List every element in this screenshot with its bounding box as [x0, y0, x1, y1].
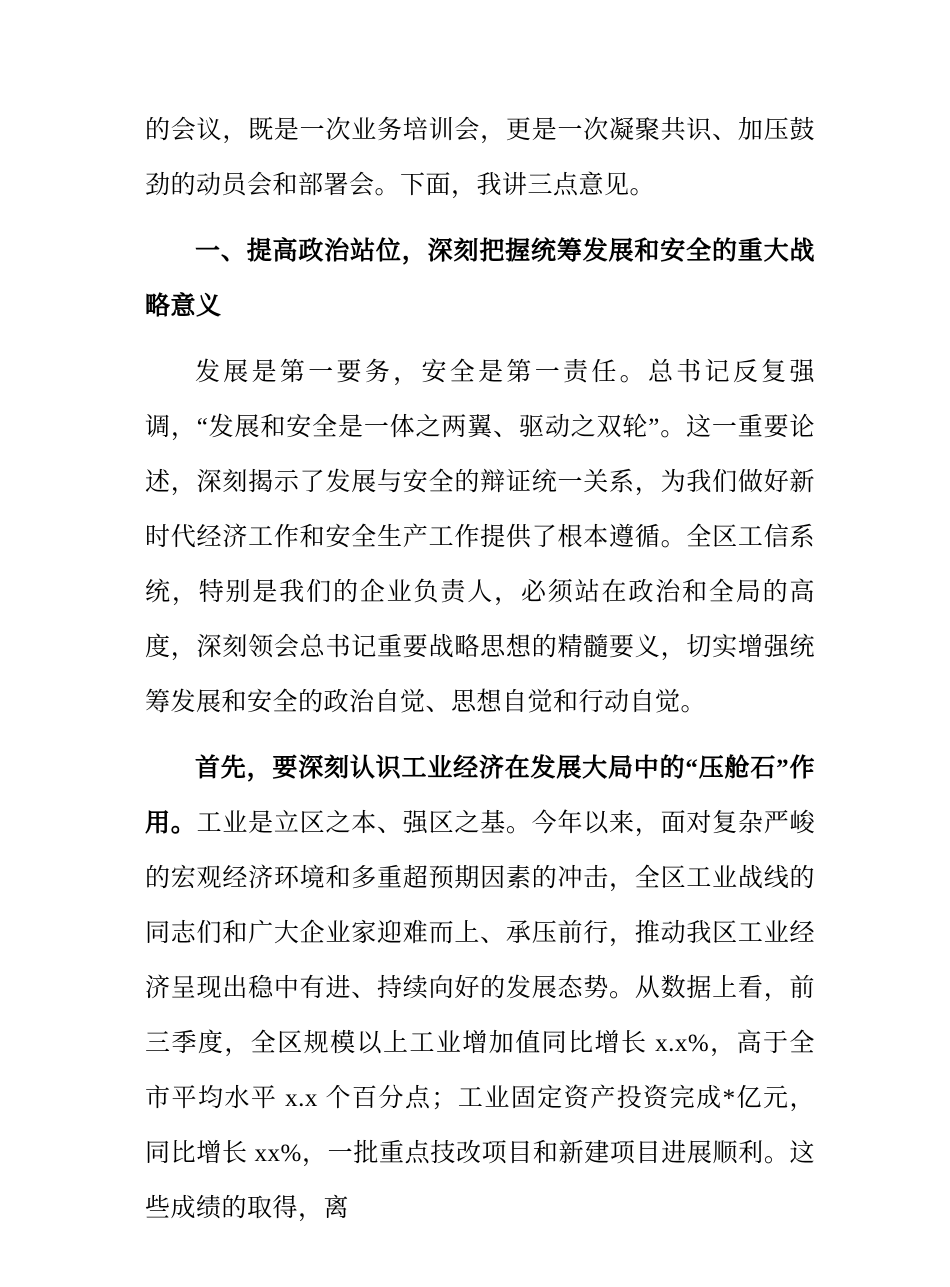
section-heading-1: 一、提高政治站位，深刻把握统筹发展和安全的重大战略意义 [145, 238, 815, 320]
paragraph-body-1: 发展是第一要务，安全是第一责任。总书记反复强调，“发展和安全是一体之两翼、驱动之双轮”。这一重要论述，深刻揭示了发展与安全的辩证统一关系，为我们做好新时代经济工作和安全生产工作提供了根本遵循。全区工信系统，特别是我们的企业负责人，必须站在政治和全局的高度，深刻领会总书记重要战略思想的精髓要义，切实增强统筹发展和安全的政治自觉、思想自觉和行动自觉。 [145, 359, 815, 716]
paragraph-bold-lead: 首先，要深刻认识工业经济在发展大局中的“压舱石”作用。 [145, 755, 815, 837]
paragraph-body-2-text: 工业是立区之本、强区之基。今年以来，面对复杂严峻的宏观经济环境和多重超预期因素的冲击，全区工业战线的同志们和广大企业家迎难而上、承压前行，推动我区工业经济呈现出稳中有进、持续向好的发展态势。从数据上看，前三季度，全区规模以上工业增加值同比增长 x.x%，高于全市平均水平 x.x 个百分点；工业固定资产投资完成*亿元，同比增长 xx%，一批重点技改项目和新建项目进展顺利。这些成绩的取得，离 [145, 810, 815, 1222]
paragraph-body-2 [145, 741, 815, 1236]
paragraph-continuation: 的会议，既是一次业务培训会，更是一次凝聚共识、加压鼓劲的动员会和部署会。下面，我讲三点意见。 [145, 117, 815, 199]
